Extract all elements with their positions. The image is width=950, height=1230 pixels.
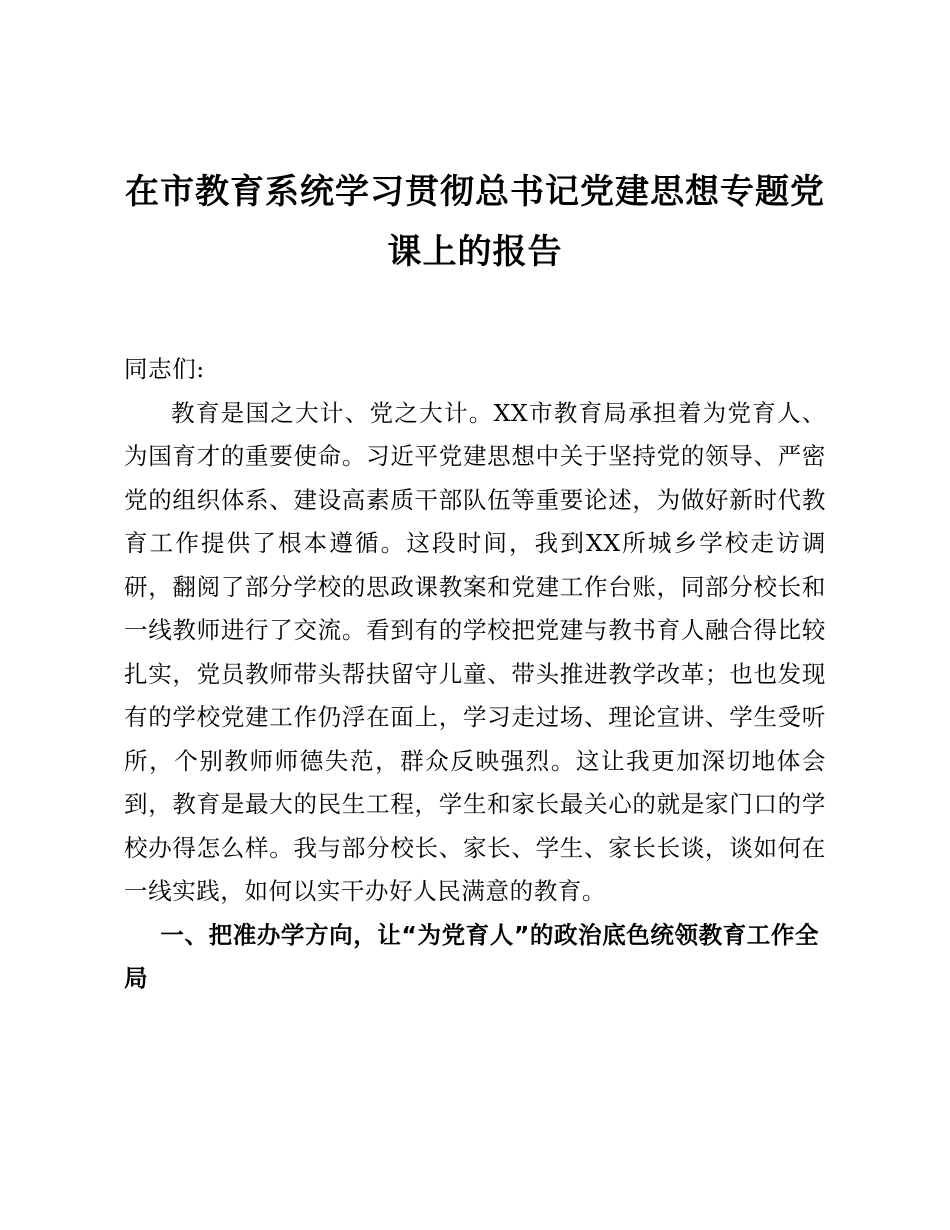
body-paragraph: 教育是国之大计、党之大计。XX市教育局承担着为党育人、为国育才的重要使命。习近平党建思想中关于坚持党的领导、严密党的组织体系、建设高素质干部队伍等重要论述，为做好新时代教育工作提供了根本遵循。这段时间，我到XX所城乡学校走访调研，翻阅了部分学校的思政课教案和党建工作台账，同部分校长和一线教师进行了交流。看到有的学校把党建与教书育人融合得比较扎实，党员教师带头帮扶留守儿童、带头推进教学改革；也也发现有的学校党建工作仍浮在面上，学习走过场、理论宣讲、学生受听所，个别教师师德失范，群众反映强烈。这让我更加深切地体会到，教育是最大的民生工程，学生和家长最关心的就是家门口的学校办得怎么样。我与部分校长、家长、学生、家长长谈，谈如何在一线实践，如何以实干办好人民满意的教育。 [124, 398, 826, 905]
document-body [124, 348, 826, 1001]
document-title: 在市教育系统学习贯彻总书记党建思想专题党课上的报告 [125, 172, 825, 272]
salutation: 同志们: [124, 355, 205, 383]
section-heading: 一、把准办学方向，让“为党育人”的政治底色统领教育工作全局 [124, 920, 820, 992]
